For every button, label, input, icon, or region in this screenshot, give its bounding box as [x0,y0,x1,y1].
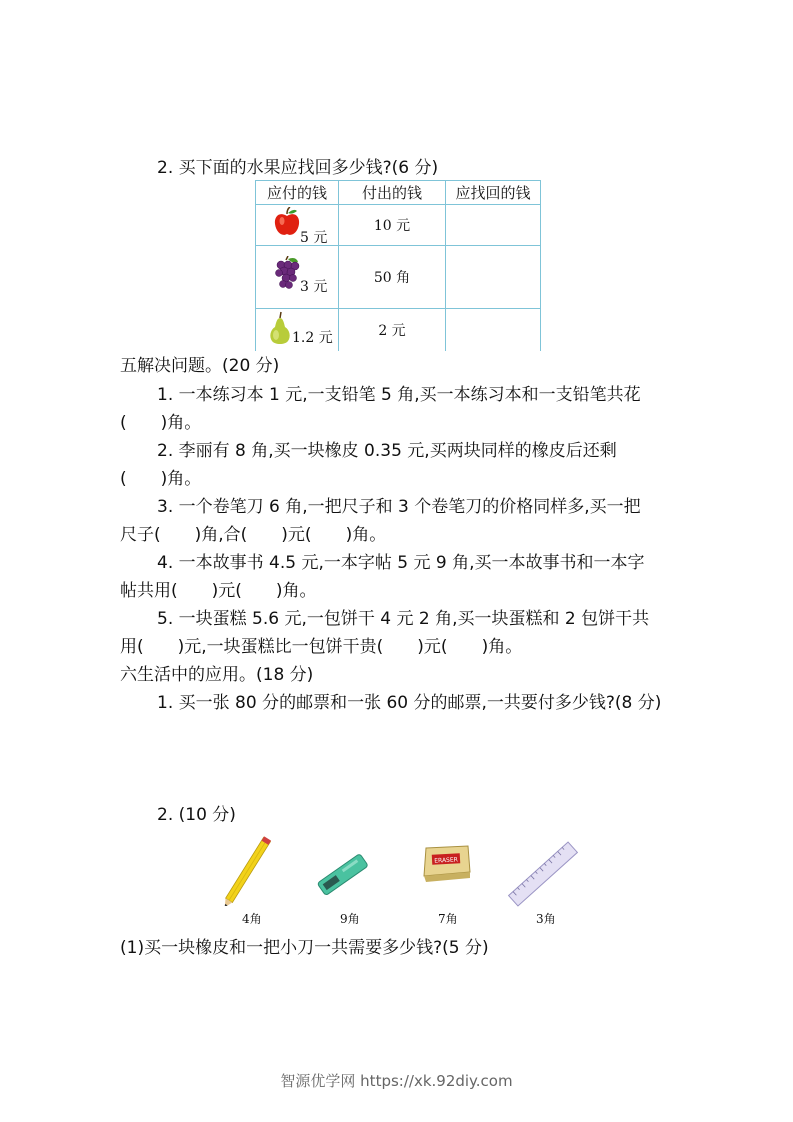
change-cell [446,205,541,246]
paid-amount: 10 元 [339,205,446,246]
problem-line: 1. 一本练习本 1 元,一支铅笔 5 角,买一本练习本和一支铅笔共花 [157,385,641,405]
grape-icon [274,256,300,292]
footer-watermark: 智源优学网 https://xk.92diy.com [280,1072,513,1090]
problem-line: 尺子( )角,合( )元( )角。 [120,525,387,545]
table-row [256,246,541,309]
fruit-table [255,180,541,351]
fruit-price: 3 元 [300,279,328,295]
table-header: 应找回的钱 [446,181,541,205]
item-price: 4角 [242,912,262,926]
problem-line: 4. 一本故事书 4.5 元,一本字帖 5 元 9 角,买一本故事书和一本字 [157,553,645,573]
problem-line: 2. 李丽有 8 角,买一块橡皮 0.35 元,买两块同样的橡皮后还剩 [157,441,617,461]
table-header: 付出的钱 [339,181,446,205]
table-header: 应付的钱 [256,181,339,205]
pencil-icon [215,828,287,906]
eraser-icon [420,842,474,884]
section-6-question-2: 2. (10 分) [157,805,236,825]
item-price: 7角 [438,912,458,926]
knife-icon [315,852,371,898]
item-price: 3角 [536,912,556,926]
paid-amount: 2 元 [339,309,446,352]
problem-line: ( )角。 [120,469,202,489]
paid-amount: 50 角 [339,246,446,309]
question-2-title: 2. 买下面的水果应找回多少钱?(6 分) [157,158,439,178]
change-cell [446,309,541,352]
fruit-price: 1.2 元 [292,330,333,346]
section-5-title: 五解决问题。(20 分) [120,356,280,376]
change-cell [446,246,541,309]
item-price: 9角 [340,912,360,926]
problem-line: 5. 一块蛋糕 5.6 元,一包饼干 4 元 2 角,买一块蛋糕和 2 包饼干共 [157,609,650,629]
section-6-title: 六生活中的应用。(18 分) [120,665,314,685]
apple-icon [274,207,300,237]
problem-line: ( )角。 [120,413,202,433]
section-6-question-1: 1. 买一张 80 分的邮票和一张 60 分的邮票,一共要付多少钱?(8 分) [157,693,662,713]
problem-line: 帖共用( )元( )角。 [120,581,317,601]
table-row [256,205,541,246]
fruit-price: 5 元 [300,230,328,246]
eraser-brand: ERASER [434,856,459,865]
table-row [256,309,541,352]
problem-line: 3. 一个卷笔刀 6 角,一把尺子和 3 个卷笔刀的价格同样多,买一把 [157,497,641,517]
sub-question-1: (1)买一块橡皮和一把小刀一共需要多少钱?(5 分) [120,938,489,958]
problem-line: 用( )元,一块蛋糕比一包饼干贵( )元( )角。 [120,637,523,657]
ruler-icon [505,838,581,910]
pear-icon [268,311,292,345]
